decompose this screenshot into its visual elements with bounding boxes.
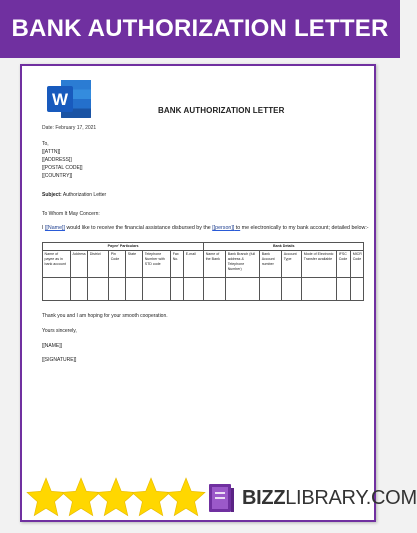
column-header: Mode of Electronic Transfer available	[302, 251, 337, 278]
address-line: [[ADDRESS]]	[42, 157, 72, 163]
subject-line	[42, 192, 106, 198]
closing-line: Thank you and I am hoping for your smooth cooperation.	[42, 313, 168, 319]
signoff-line: Yours sincerely,	[42, 328, 77, 334]
name-placeholder: [[NAME]]	[42, 343, 63, 349]
star-icon	[62, 478, 100, 516]
column-header: E-mail	[184, 251, 204, 278]
table-cell	[88, 278, 109, 301]
column-header: Pin Code	[109, 251, 126, 278]
body-text-start: I	[42, 225, 45, 231]
bank-details-table	[42, 242, 364, 301]
brand-name-bold: BIZZ	[242, 486, 286, 509]
banner-title: BANK AUTHORIZATION LETTER	[11, 15, 389, 42]
table-cell	[43, 278, 71, 301]
bizzlibrary-brand[interactable]	[208, 482, 417, 514]
table-cell	[302, 278, 337, 301]
column-header: Account Type	[282, 251, 302, 278]
document-preview[interactable]	[20, 64, 376, 522]
column-header: MICR Code	[351, 251, 364, 278]
header-banner	[0, 0, 400, 58]
signature-placeholder: [[SIGNATURE]]	[42, 357, 77, 363]
star-icon	[97, 478, 135, 516]
rating-stars	[26, 474, 202, 520]
table-cell	[109, 278, 126, 301]
document-title: BANK AUTHORIZATION LETTER	[158, 106, 285, 115]
table-cell	[204, 278, 226, 301]
body-text-to: to	[234, 225, 241, 231]
table-cell	[143, 278, 171, 301]
subject-label: Subject:	[42, 192, 62, 198]
body-text-end: me electronically to my bank account; detailed below:-	[240, 225, 369, 231]
body-text-mid: would like to receive the financial assistance disbursed by the	[64, 225, 213, 231]
table-cell	[184, 278, 204, 301]
column-header: Bank Account number	[260, 251, 282, 278]
table-cell	[260, 278, 282, 301]
table-cell	[71, 278, 88, 301]
column-header: Name of the Bank	[204, 251, 226, 278]
payee-particulars-header: Payee' Particulars	[43, 243, 204, 251]
date-line: Date: February 17, 2021	[42, 125, 97, 131]
bizzlibrary-book-icon	[208, 482, 236, 514]
table-cell	[126, 278, 143, 301]
table-cell	[171, 278, 184, 301]
svg-text:W: W	[51, 90, 69, 109]
address-attn: [[ATTN]]	[42, 149, 61, 155]
column-header: State	[126, 251, 143, 278]
brand-name-light: LIBRARY.COM	[285, 486, 417, 509]
brand-name	[242, 487, 417, 510]
column-header: Bank Branch (full address & Telephone Number)	[226, 251, 260, 278]
column-header: Telephone Number with STD code	[143, 251, 171, 278]
body-paragraph	[42, 225, 369, 231]
column-header: IFSC Code	[337, 251, 351, 278]
star-icon	[27, 478, 65, 516]
table-cell	[337, 278, 351, 301]
table-cell	[351, 278, 364, 301]
table-cell	[226, 278, 260, 301]
star-icon	[132, 478, 170, 516]
column-header: District	[88, 251, 109, 278]
column-header: Name of payee as in bank account	[43, 251, 71, 278]
column-header: Address	[71, 251, 88, 278]
word-icon	[37, 78, 93, 120]
name-placeholder-inline: [[Name]]	[44, 225, 65, 231]
address-postal-code: [[POSTAL CODE]]	[42, 165, 83, 171]
address-country: [[COUNTRY]]	[42, 173, 73, 179]
subject-text: Authorization Letter	[62, 192, 107, 198]
person-placeholder-inline: [[person]]	[212, 225, 235, 231]
salutation: To Whom It May Concern:	[42, 211, 100, 217]
table-cell	[282, 278, 302, 301]
column-header: Fax No.	[171, 251, 184, 278]
to-line: To,	[42, 141, 49, 147]
star-icon	[167, 478, 205, 516]
bank-details-header: Bank Details	[204, 243, 364, 251]
